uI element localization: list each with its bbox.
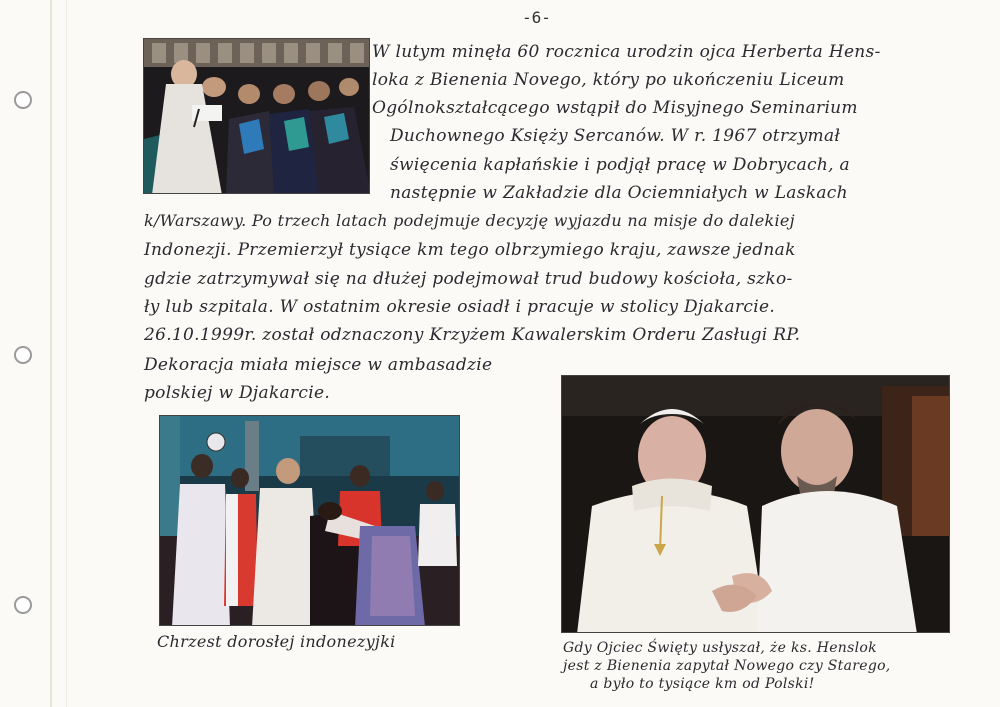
caption-pope-line: a było to tysiące km od Polski! (590, 676, 815, 692)
binder-hole (14, 91, 32, 109)
text-line: loka z Bienenia Novego, który po ukończeniu Liceum (372, 70, 845, 90)
text-line: 26.10.1999r. został odznaczony Krzyżem Kawalerskim Orderu Zasługi RP. (144, 325, 801, 345)
caption-baptism: Chrzest dorosłej indonezyjki (157, 632, 396, 651)
text-line: k/Warszawy. Po trzech latach podejmuje decyzję wyjazdu na misje do dalekiej (144, 211, 795, 230)
photo-pope-meeting-image (562, 376, 950, 633)
margin-line-inner (66, 0, 67, 707)
text-line: Ogólnokształcącego wstąpił do Misyjnego Seminarium (372, 98, 858, 118)
binder-hole (14, 596, 32, 614)
text-line: Duchownego Księży Sercanów. W r. 1967 otrzymał (390, 126, 841, 146)
page-number: -6- (522, 8, 551, 27)
caption-pope-line: jest z Bienenia zapytał Nowego czy Starego, (563, 658, 891, 674)
caption-pope-line: Gdy Ojciec Święty usłyszał, że ks. Henslok (563, 640, 877, 656)
photo-graduation-image (144, 39, 370, 194)
text-line: ły lub szpitala. W ostatnim okresie osiadł i pracuje w stolicy Djakarcie. (144, 297, 776, 317)
photo-baptism (159, 415, 460, 626)
text-line: polskiej w Djakarcie. (144, 383, 331, 403)
text-line: święcenia kapłańskie i podjął pracę w Dobrycach, a (390, 155, 850, 175)
binder-hole (14, 346, 32, 364)
photo-graduation (143, 38, 370, 194)
text-line: gdzie zatrzymywał się na dłużej podejmował trud budowy kościoła, szko- (144, 269, 793, 289)
photo-pope-meeting (561, 375, 950, 633)
text-line: W lutym minęła 60 rocznica urodzin ojca Herberta Hens- (372, 42, 881, 62)
margin-line (50, 0, 52, 707)
photo-baptism-image (160, 416, 460, 626)
text-line: Indonezji. Przemierzył tysiące km tego olbrzymiego kraju, zawsze jednak (144, 240, 796, 260)
text-line: Dekoracja miała miejsce w ambasadzie (144, 355, 493, 375)
text-line: następnie w Zakładzie dla Ociemniałych w Laskach (390, 183, 848, 203)
